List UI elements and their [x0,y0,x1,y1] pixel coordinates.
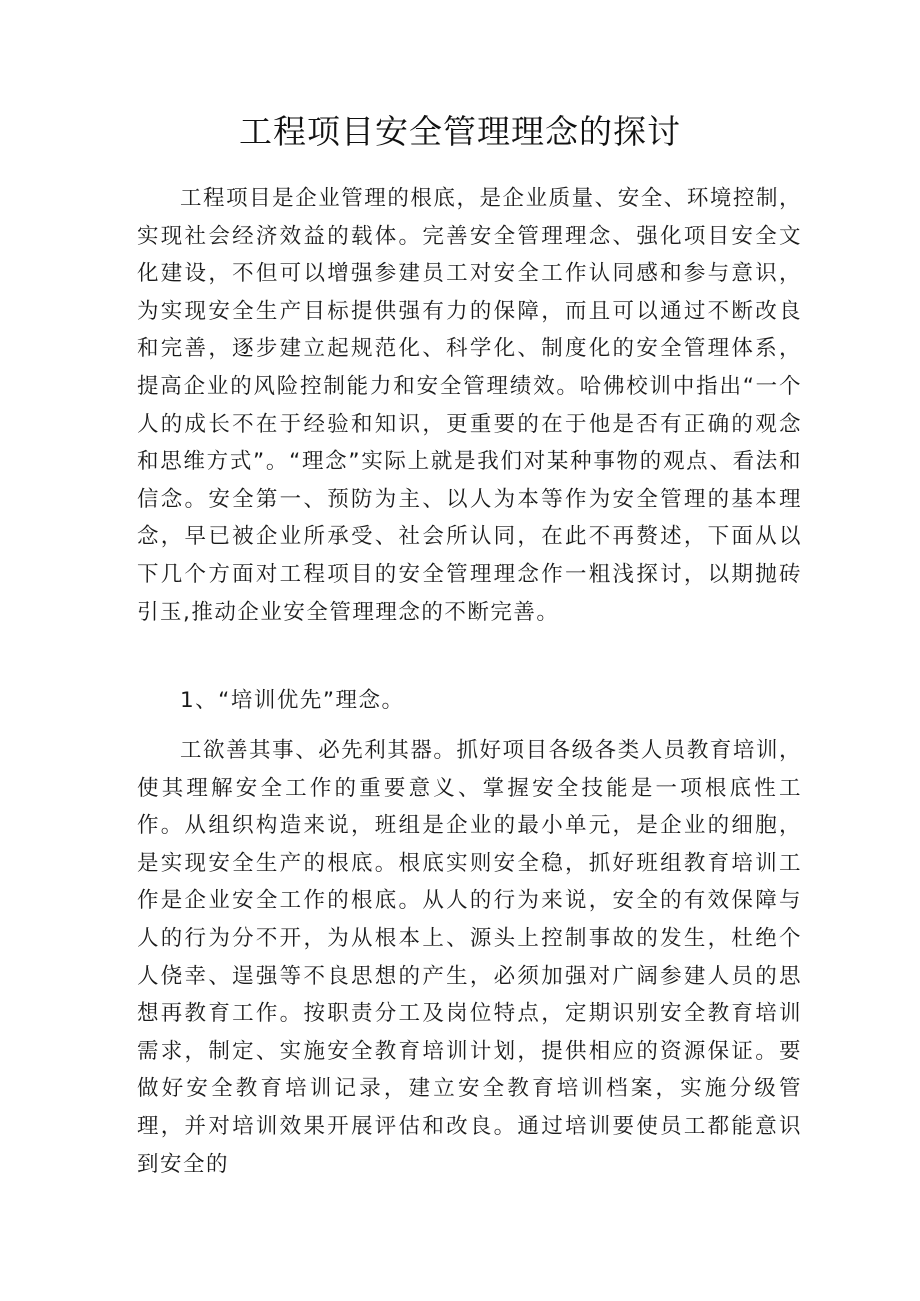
paragraph-training: 工欲善其事、必先利其器。抓好项目各级各类人员教育培训，使其理解安全工作的重要意义、掌握安全技能是一项根底性工作。从组织构造来说，班组是企业的最小单元，是企业的细胞，是实现安全生产的根底。根底实则安全稳，抓好班组教育培训工作是企业安全工作的根底。从人的行为来说，安全的有效保障与人的行为分不开，为从根本上、源头上控制事故的发生，杜绝个人侥幸、逞强等不良思想的产生，必须加强对广阔参建人员的思想再教育工作。按职责分工及岗位特点，定期识别安全教育培训需求，制定、实施安全教育培训计划，提供相应的资源保证。要做好安全教育培训记录，建立安全教育培训档案，实施分级管理，并对培训效果开展评估和改良。通过培训要使员工都能意识到安全的 [137,738,802,1177]
paragraph-intro: 工程项目是企业管理的根底，是企业质量、安全、环境控制，实现社会经济效益的载体。完善安全管理理念、强化项目安全文化建设，不但可以增强参建员工对安全工作认同感和参与意识，为实现安全生产目标提供强有力的保障，而且可以通过不断改良和完善，逐步建立起规范化、科学化、制度化的安全管理体系，提高企业的风险控制能力和安全管理绩效。哈佛校训中指出“一个人的成长不在于经验和知识，更重要的在于他是否有正确的观念和思维方式”。“理念”实际上就是我们对某种事物的观点、看法和信念。安全第一、预防为主、以人为本等作为安全管理的基本理念，早已被企业所承受、社会所认同，在此不再赘述，下面从以下几个方面对工程项目的安全管理理念作一粗浅探讨，以期抛砖引玉,推动企业安全管理理念的不断完善。 [137,186,802,625]
document-title: 工程项目安全管理理念的探讨 [239,112,681,151]
section-heading-training-first: 1、“培训优先”理念。 [180,688,405,713]
